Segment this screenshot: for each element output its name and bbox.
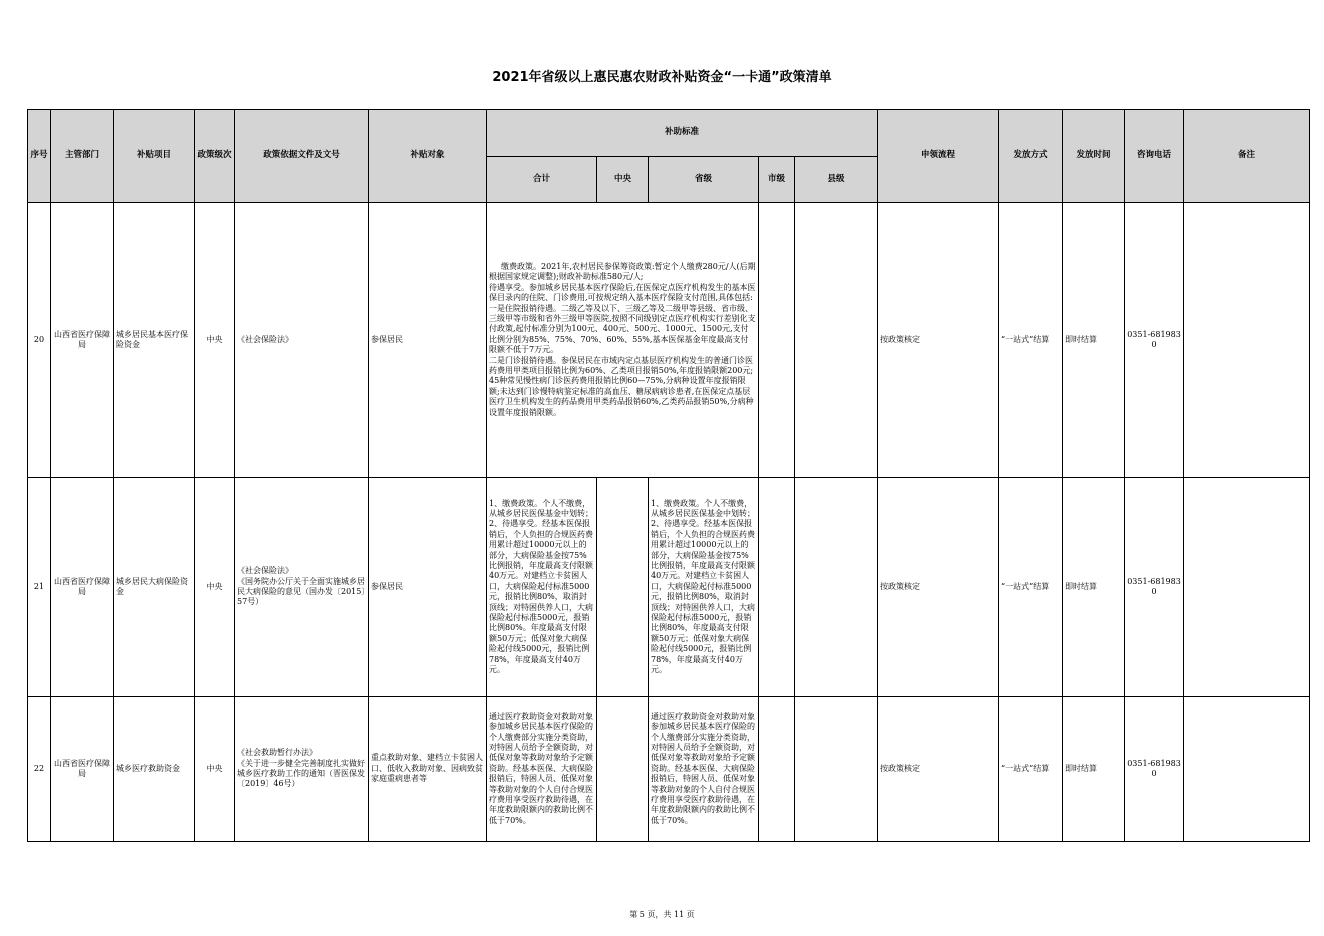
header-total: 合计 — [487, 157, 597, 203]
row-phone: 0351-6819830 — [1125, 478, 1184, 697]
row-dept: 山西省医疗保障局 — [51, 203, 114, 478]
row-basis: 《社会保险法》 — [235, 203, 369, 478]
row-standard-central — [597, 478, 649, 697]
row-standard-total: 通过医疗救助资金对救助对象参加城乡居民基本医疗保险的个人缴费部分实施分类资助，对特困人员给予全额资助，对低保对象等救助对象给予定额资助。经基本医保、大病保险报销后，特困人员、低保对象等救助对象的个人自付合规医疗费用享受医疗救助待遇，在年度救助限额内的救助比例不低于70%。 — [487, 697, 597, 842]
row-project: 城乡医疗救助资金 — [114, 697, 195, 842]
row-dept: 山西省医疗保障局 — [51, 697, 114, 842]
header-level: 政策级次 — [195, 110, 235, 203]
row-remark — [1184, 203, 1310, 478]
row-process: 按政策核定 — [878, 697, 999, 842]
row-basis: 《社会保险法》 《国务院办公厅关于全面实施城乡居民大病保险的意见（国办发〔2015〕57号） — [235, 478, 369, 697]
row-city — [759, 203, 795, 478]
header-basis: 政策依据文件及文号 — [235, 110, 369, 203]
row-standard-total: 1、缴费政策。个人不缴费，从城乡居民医保基金中划转； 2、待遇享受。经基本医保报销后，个人负担的合规医药费用累计超过10000元以上的部分，大病保险基金按75%比例报销，年度最高支付限额40万元。对建档立卡贫困人口，大病保险起付标准5000元，报销比例80%，取消封顶线；对特困供养人口，大病保险起付标准5000元，报销比例80%。年度最高支付限额50万元；低保对象大病保险起付线5000元，报销比例78%，年度最高支付40万元。 — [487, 478, 597, 697]
row-level: 中央 — [195, 478, 235, 697]
header-provincial: 省级 — [649, 157, 759, 203]
row-standard-provincial: 通过医疗救助资金对救助对象参加城乡居民基本医疗保险的个人缴费部分实施分类资助，对特困人员给予全额资助，对低保对象等救助对象给予定额资助。经基本医保、大病保险报销后，特困人员、低保对象等救助对象的个人自付合规医疗费用享受医疗救助待遇，在年度救助限额内的救助比例不低于70%。 — [649, 697, 759, 842]
table-row — [28, 697, 1310, 842]
header-method: 发放方式 — [999, 110, 1063, 203]
row-standard-total: 缴费政策。2021年,农村居民参保筹资政策:暂定个人缴费280元/人(后期根据国家规定调整);财政补助标准580元/人; 待遇享受。参加城乡居民基本医疗保险后,在医保定点医疗机构发生的基本医保目录内的住院、门诊费用,可按规定纳入基本医疗保险支付范围,具体包括: 一是住院报销待遇。二级乙等及以下、三级乙等及二级甲等县级、省市级、三级甲等市级和省外三级甲等医院,按照不同级别定点医疗机构实行差别化支付政策,起付标准分别为100元、400元、500元、1000元、1500元,支付比例分别为85%、75%、70%、60%、55%,基本医保基金年度最高支付限额不低于7万元。 二是门诊报销待遇。参保居民在市域内定点基层医疗机构发生的普通门诊医药费用甲类项目报销比例为60%、乙类项目报销50%,年度报销限额200元;45种常见慢性病门诊医药费用报销比例60—75%,分病种设置年度报销限额;未达到门诊慢特病鉴定标准的高血压、糖尿病病诊患者,在医保定点基层医疗卫生机构发生的药品费用甲类药品报销60%,乙类药品报销50%,分病种设置年度报销限额。 — [487, 203, 759, 478]
row-process: 按政策核定 — [878, 203, 999, 478]
row-target: 重点救助对象、建档立卡贫困人口、低收入救助对象、因病致贫家庭重病患者等 — [369, 697, 487, 842]
table-row — [28, 203, 1310, 478]
document-title: 2021年省级以上惠民惠农财政补贴资金“一卡通”政策清单 — [492, 70, 832, 85]
row-remark — [1184, 697, 1310, 842]
header-dept: 主管部门 — [51, 110, 114, 203]
row-seq: 21 — [28, 478, 51, 697]
header-target: 补贴对象 — [369, 110, 487, 203]
row-project: 城乡居民基本医疗保险资金 — [114, 203, 195, 478]
row-method: “一站式”结算 — [999, 478, 1063, 697]
row-phone: 0351-6819830 — [1125, 697, 1184, 842]
row-dept: 山西省医疗保障局 — [51, 478, 114, 697]
row-method: “一站式”结算 — [999, 697, 1063, 842]
row-standard-provincial: 1、缴费政策。个人不缴费，从城乡居民医保基金中划转； 2、待遇享受。经基本医保报销后，个人负担的合规医药费用累计超过10000元以上的部分，大病保险基金按75%比例报销，年度最高支付限额40万元。对建档立卡贫困人口，大病保险起付标准5000元，报销比例80%，取消封顶线；对特困供养人口，大病保险起付标准5000元，报销比例80%，年度最高支付限额50万元；低保对象大病保险起付线5000元，报销比例78%，年度最高支付40万元。 — [649, 478, 759, 697]
row-time: 即时结算 — [1063, 203, 1125, 478]
row-seq: 22 — [28, 697, 51, 842]
header-remark: 备注 — [1184, 110, 1310, 203]
header-process: 申领流程 — [878, 110, 999, 203]
row-basis: 《社会救助暂行办法》 《关于进一步健全完善制度扎实做好城乡医疗救助工作的通知（晋医保发〔2019〕46号） — [235, 697, 369, 842]
row-county — [795, 478, 878, 697]
row-level: 中央 — [195, 203, 235, 478]
row-time: 即时结算 — [1063, 697, 1125, 842]
table-row — [28, 478, 1310, 697]
row-phone: 0351-6819830 — [1125, 203, 1184, 478]
row-county — [795, 203, 878, 478]
row-remark — [1184, 478, 1310, 697]
row-target: 参保居民 — [369, 478, 487, 697]
header-central: 中央 — [597, 157, 649, 203]
header-standard: 补助标准 — [487, 110, 878, 157]
row-method: “一站式”结算 — [999, 203, 1063, 478]
row-seq: 20 — [28, 203, 51, 478]
header-project: 补贴项目 — [114, 110, 195, 203]
row-city — [759, 697, 795, 842]
row-project: 城乡居民大病保险资金 — [114, 478, 195, 697]
header-time: 发放时间 — [1063, 110, 1125, 203]
row-process: 按政策核定 — [878, 478, 999, 697]
row-level: 中央 — [195, 697, 235, 842]
header-seq: 序号 — [28, 110, 51, 203]
header-phone: 咨询电话 — [1125, 110, 1184, 203]
page-footer: 第 5 页，共 11 页 — [629, 910, 695, 919]
row-time: 即时结算 — [1063, 478, 1125, 697]
row-standard-central — [597, 697, 649, 842]
header-city: 市级 — [759, 157, 795, 203]
policy-table — [27, 109, 1310, 842]
header-county: 县级 — [795, 157, 878, 203]
row-city — [759, 478, 795, 697]
row-target: 参保居民 — [369, 203, 487, 478]
row-county — [795, 697, 878, 842]
